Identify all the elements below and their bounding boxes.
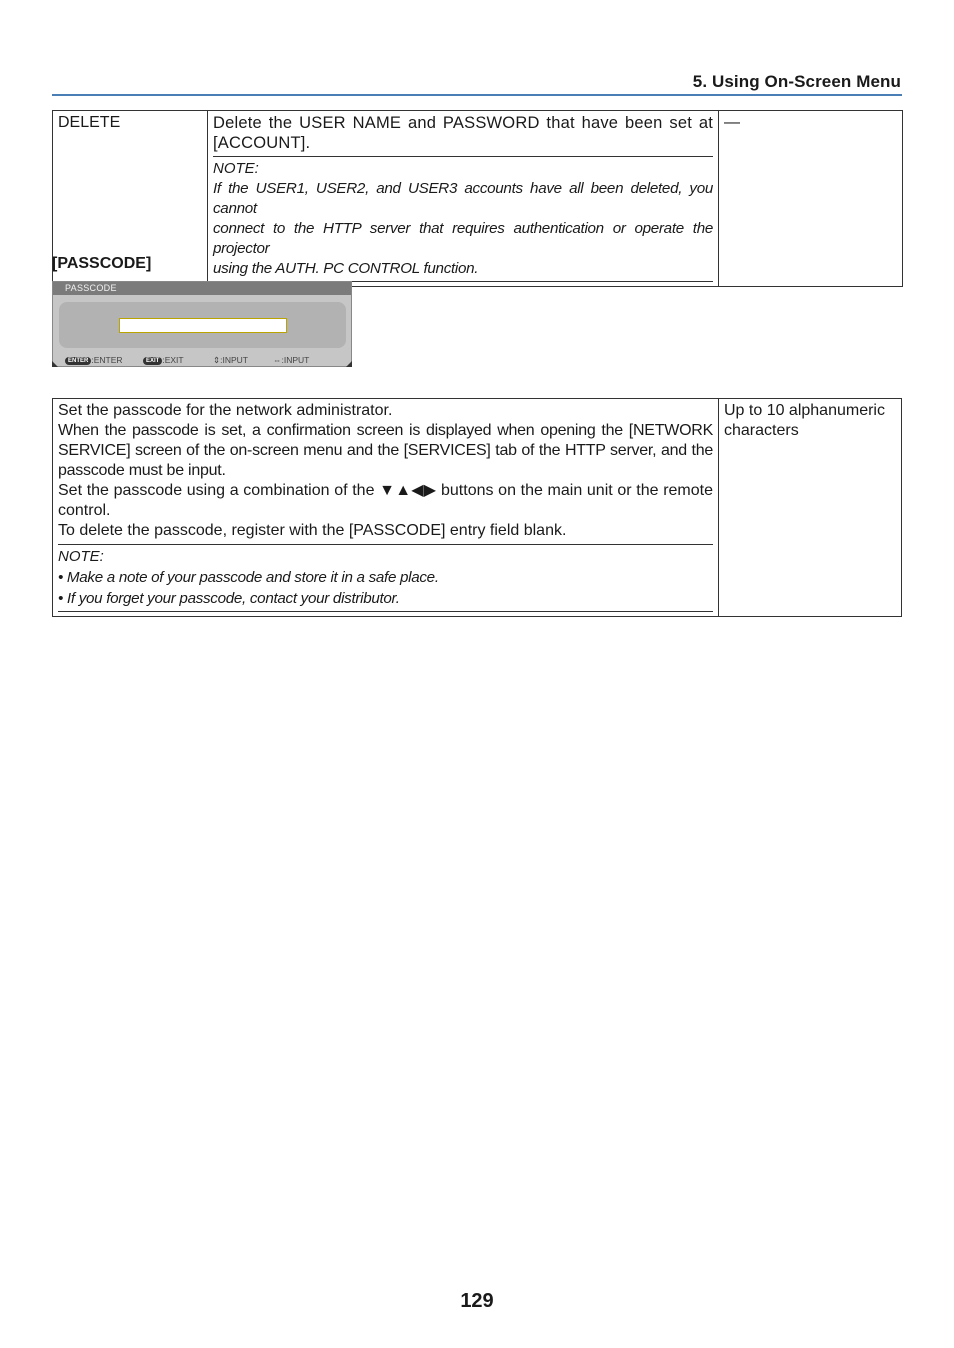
header-rule (52, 94, 902, 96)
exit-key-icon: EXIT (143, 357, 162, 365)
table-row (53, 111, 903, 287)
description-line: To delete the passcode, register with the [PASSCODE] entry field blank. (58, 522, 567, 539)
note-heading: NOTE: (213, 160, 259, 177)
page-number: 129 (460, 1290, 494, 1312)
osd-footer-exit (143, 353, 184, 367)
delete-spec-table (52, 110, 903, 287)
description-line: When the passcode is set, a confirmation screen is displayed when opening the [NETWORK SERVICE] screen of the on-screen menu and the [SERVICES] tab of the HTTP server, and the passcode must be input. (58, 422, 713, 479)
note-bullet: • Make a note of your passcode and store it in a safe place. (58, 569, 439, 586)
note-line: using the AUTH. PC CONTROL function. (213, 260, 479, 277)
value-cell: — (719, 111, 903, 287)
note-heading: NOTE: (58, 548, 104, 565)
osd-panel (59, 302, 346, 348)
corner-mark (346, 361, 352, 367)
corner-mark (52, 361, 58, 367)
passcode-spec-table (52, 398, 902, 617)
osd-footer-leftright: ⇔:INPUT (273, 355, 310, 365)
note-line: connect to the HTTP server that requires authentication or operate the projector (213, 220, 713, 257)
note-line: If the USER1, USER2, and USER3 accounts have all been deleted, you cannot (213, 180, 713, 217)
note-box (213, 156, 713, 282)
passcode-input[interactable] (119, 318, 287, 333)
osd-footer-label: :ENTER (91, 355, 123, 365)
note-box (58, 544, 713, 612)
section-title: [PASSCODE] (52, 255, 152, 272)
osd-footer-label: :EXIT (162, 355, 184, 365)
note-bullet: • If you forget your passcode, contact your distributor. (58, 590, 400, 607)
osd-footer-enter (65, 353, 123, 367)
description-line: Set the passcode for the network administrator. (58, 402, 393, 419)
osd-title: PASSCODE (53, 282, 351, 295)
description-line: Set the passcode using a combination of the ▼▲◀▶ buttons on the main unit or the remote control. (58, 482, 713, 519)
item-cell: DELETE (53, 111, 208, 287)
description-cell (208, 111, 719, 287)
osd-footer (53, 353, 351, 367)
passcode-osd-screenshot (52, 281, 352, 367)
osd-footer-updown: ⇕:INPUT (213, 355, 248, 365)
enter-key-icon: ENTER (65, 357, 91, 365)
description-text: Delete the USER NAME and PASSWORD that have been set at [ACCOUNT]. (213, 114, 713, 152)
section-header-title: 5. Using On-Screen Menu (692, 72, 901, 91)
value-cell: Up to 10 alphanumeric characters (719, 399, 902, 617)
table-row (53, 399, 902, 617)
description-cell (53, 399, 719, 617)
